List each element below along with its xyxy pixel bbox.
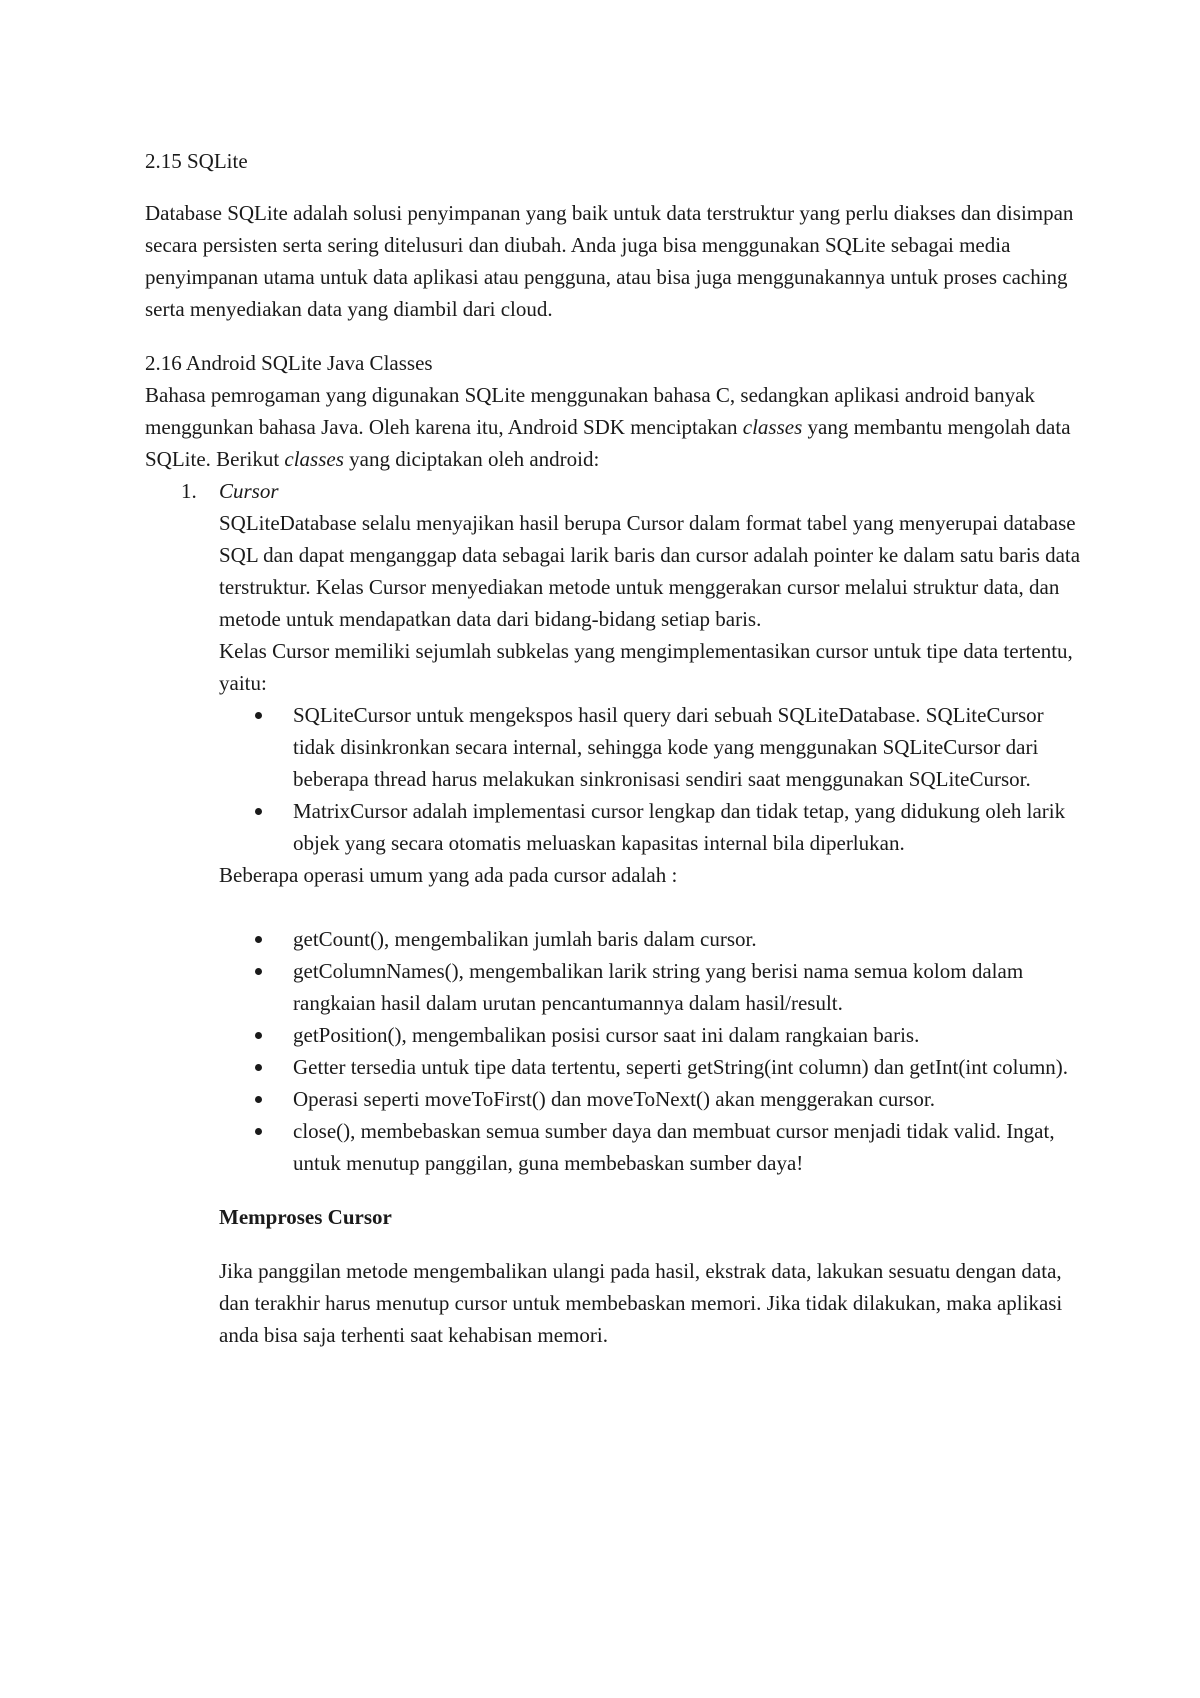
memproses-paragraph: Jika panggilan metode mengembalikan ulangi pada hasil, ekstrak data, lakukan sesuatu dengan data, dan terakhir harus menutup cursor untuk membebaskan memori. Jika tidak dilakukan, maka aplikasi anda bisa saja terhenti saat kehabisan memori. bbox=[219, 1259, 1063, 1347]
list-item: getCount(), mengembalikan jumlah baris dalam cursor. bbox=[219, 923, 1085, 955]
operations-intro: Beberapa operasi umum yang ada pada cursor adalah : bbox=[219, 863, 678, 887]
list-item: SQLiteCursor untuk mengekspos hasil query dari sebuah SQLiteDatabase. SQLiteCursor tidak disinkronkan secara internal, sehingga kode yang menggunakan SQLiteCursor dari beberapa thread harus melakukan sinkronisasi sendiri saat menggunakan SQLiteCursor. bbox=[219, 699, 1085, 795]
classes-list-item-cursor bbox=[145, 475, 1085, 699]
section-2-16-heading: 2.16 Android SQLite Java Classes bbox=[145, 351, 433, 375]
intro-text-2: yang membantu mengolah data SQLite. Berikut bbox=[145, 415, 1071, 471]
intro-text-3: yang diciptakan oleh android: bbox=[343, 447, 600, 471]
list-number: 1. bbox=[181, 479, 197, 503]
intro-text-1: Bahasa pemrogaman yang digunakan SQLite menggunakan bahasa C, sedangkan aplikasi android banyak menggunkan bahasa Java. Oleh karena itu, Android SDK menciptakan bbox=[145, 383, 1035, 439]
list-item: Getter tersedia untuk tipe data tertentu, seperti getString(int column) dan getInt(int column). bbox=[219, 1051, 1085, 1083]
blank-line bbox=[219, 891, 1085, 923]
document-content bbox=[145, 145, 1085, 1351]
list-item: Operasi seperti moveToFirst() dan moveToNext() akan menggerakan cursor. bbox=[219, 1083, 1085, 1115]
intro-em-classes-2: classes bbox=[284, 447, 344, 471]
operations-list bbox=[145, 923, 1085, 1179]
cursor-body bbox=[145, 699, 1085, 1351]
classes-list bbox=[145, 475, 1085, 699]
section-2-16-intro bbox=[145, 379, 1085, 475]
cursor-paragraph-1: SQLiteDatabase selalu menyajikan hasil berupa Cursor dalam format tabel yang menyerupai database SQL dan dapat menganggap data sebagai larik baris dan cursor adalah pointer ke dalam satu baris data terstruktur. Kelas Cursor menyediakan metode untuk menggerakan cursor melalui struktur data, dan metode untuk mendapatkan data dari bidang-bidang setiap baris. bbox=[219, 511, 1081, 631]
section-2-15-paragraph: Database SQLite adalah solusi penyimpanan yang baik untuk data terstruktur yang perlu diakses dan disimpan secara persisten serta sering ditelusuri dan diubah. Anda juga bisa menggunakan SQLite sebagai media penyimpanan utama untuk data aplikasi atau pengguna, atau bisa juga menggunakannya untuk proses caching serta menyediakan data yang diambil dari cloud. bbox=[145, 201, 1074, 321]
cursor-title bbox=[219, 475, 1085, 507]
list-item: MatrixCursor adalah implementasi cursor lengkap dan tidak tetap, yang didukung oleh larik objek yang secara otomatis meluaskan kapasitas internal bila diperlukan. bbox=[219, 795, 1085, 859]
list-item: getPosition(), mengembalikan posisi cursor saat ini dalam rangkaian baris. bbox=[219, 1019, 1085, 1051]
cursor-title-text: Cursor bbox=[219, 479, 279, 503]
subclass-list bbox=[145, 699, 1085, 859]
section-2-15-heading: 2.15 SQLite bbox=[145, 149, 248, 173]
list-item: getColumnNames(), mengembalikan larik string yang berisi nama semua kolom dalam rangkaian hasil dalam urutan pencantumannya dalam hasil/result. bbox=[219, 955, 1085, 1019]
cursor-paragraph-2: Kelas Cursor memiliki sejumlah subkelas yang mengimplementasikan cursor untuk tipe data tertentu, yaitu: bbox=[219, 639, 1073, 695]
list-item: close(), membebaskan semua sumber daya dan membuat cursor menjadi tidak valid. Ingat, untuk menutup panggilan, guna membebaskan sumber daya! bbox=[219, 1115, 1085, 1179]
memproses-heading: Memproses Cursor bbox=[219, 1205, 392, 1229]
intro-em-classes-1: classes bbox=[742, 415, 803, 439]
